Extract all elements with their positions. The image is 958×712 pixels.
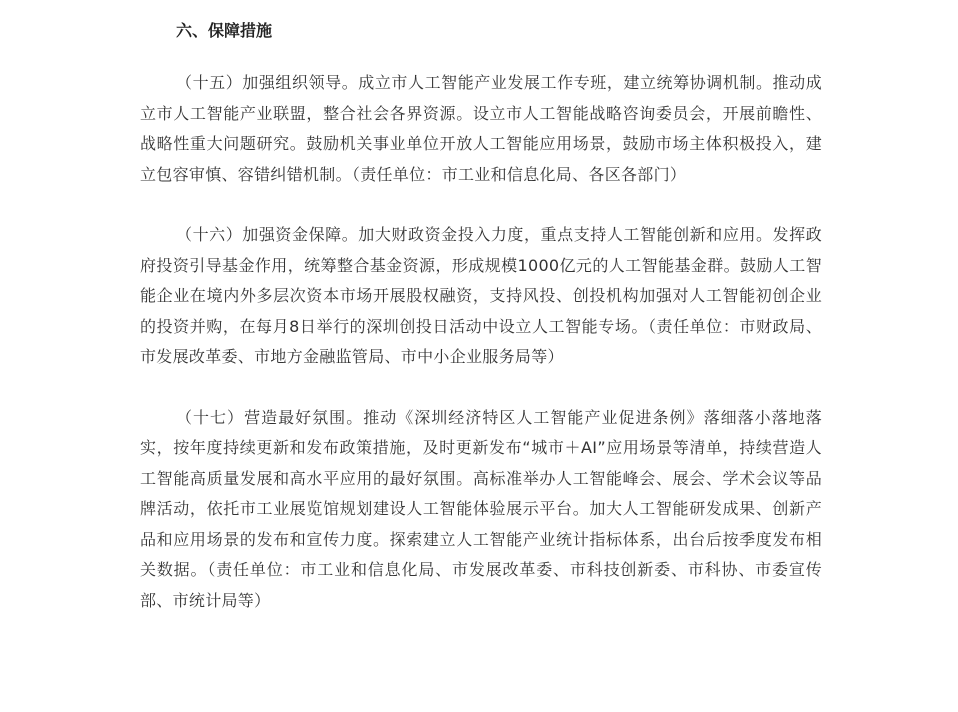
paragraph-17: （十七）营造最好氛围。推动《深圳经济特区人工智能产业促进条例》落细落小落地落实，按年度持续更新和发布政策措施，及时更新发布“城市＋AI”应用场景等清单，持续营造人工智能高质量发展和高水平应用的最好氛围。高标准举办人工智能峰会、展会、学术会议等品牌活动，依托市工业展览馆规划建设人工智能体验展示平台。加大人工智能研发成果、创新产品和应用场景的发布和宣传力度。探索建立人工智能产业统计指标体系，出台后按季度发布相关数据。（责任单位：市工业和信息化局、市发展改革委、市科技创新委、市科协、市委宣传部、市统计局等） <box>140 407 822 610</box>
paragraph-16: （十六）加强资金保障。加大财政资金投入力度，重点支持人工智能创新和应用。发挥政府投资引导基金作用，统筹整合基金资源，形成规模1000亿元的人工智能基金群。鼓励人工智能企业在境内外多层次资本市场开展股权融资，支持风投、创投机构加强对人工智能初创企业的投资并购，在每月8日举行的深圳创投日活动中设立人工智能专场。（责任单位：市财政局、市发展改革委、市地方金融监管局、市中小企业服务局等） <box>140 225 822 366</box>
article-body <box>140 14 822 616</box>
section-title: 六、保障措施 <box>176 21 273 40</box>
paragraph-15: （十五）加强组织领导。成立市人工智能产业发展工作专班，建立统筹协调机制。推动成立市人工智能产业联盟，整合社会各界资源。设立市人工智能战略咨询委员会，开展前瞻性、战略性重大问题研究。鼓励机关事业单位开放人工智能应用场景，鼓励市场主体积极投入，建立包容审慎、容错纠错机制。（责任单位：市工业和信息化局、各区各部门） <box>140 73 822 184</box>
